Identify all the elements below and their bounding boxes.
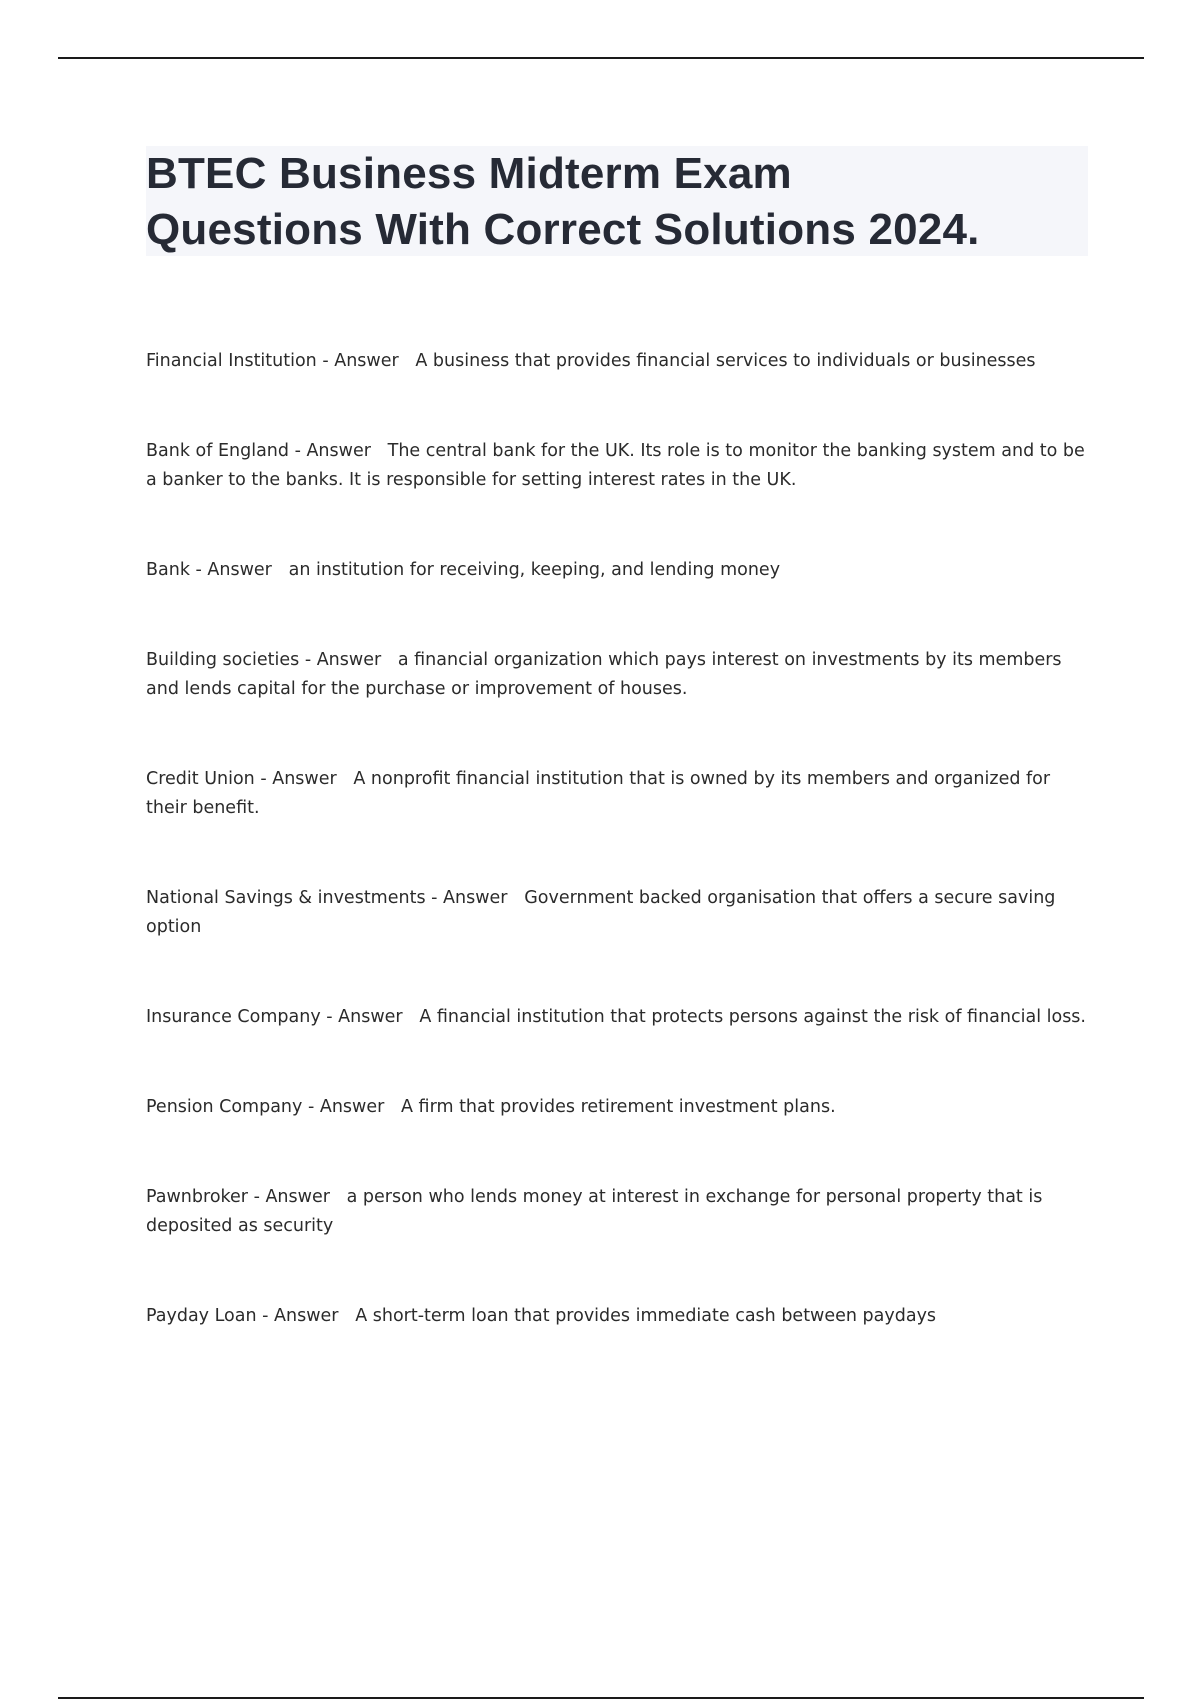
- qa-term: Bank: [146, 560, 190, 580]
- answer-label: Answer: [334, 351, 399, 371]
- qa-definition: a person who lends money at interest in exchange for personal property that is deposited as security: [146, 1187, 1043, 1236]
- answer-label: Answer: [316, 650, 382, 670]
- qa-item-building-societies: [146, 646, 1086, 704]
- qa-separator: -: [254, 769, 273, 789]
- qa-term: Credit Union: [146, 769, 255, 789]
- qa-definition: A short-term loan that provides immediate cash between paydays: [355, 1306, 937, 1326]
- qa-item-insurance-company: [146, 1003, 1086, 1032]
- answer-label: Answer: [338, 1007, 403, 1027]
- qa-term: Insurance Company: [146, 1007, 321, 1027]
- qa-list: [146, 347, 1086, 1331]
- qa-separator: -: [189, 560, 208, 580]
- answer-label: Answer: [319, 1097, 385, 1117]
- qa-term: Pawnbroker: [146, 1187, 248, 1207]
- qa-item-pawnbroker: [146, 1183, 1086, 1241]
- document-title: BTEC Business Midterm Exam Questions With Correct Solutions 2024.: [146, 149, 980, 254]
- qa-separator: -: [302, 1097, 320, 1117]
- qa-separator: -: [425, 888, 444, 908]
- qa-definition: A financial institution that protects persons against the risk of financial loss.: [419, 1007, 1086, 1027]
- qa-definition: A firm that provides retirement investment plans.: [401, 1097, 836, 1117]
- qa-definition: A business that provides financial services to individuals or businesses: [415, 351, 1036, 371]
- bottom-rule: [58, 1697, 1144, 1699]
- qa-item-financial-institution: [146, 347, 1086, 376]
- qa-separator: -: [316, 351, 335, 371]
- qa-item-bank-of-england: [146, 437, 1086, 495]
- answer-label: Answer: [443, 888, 508, 908]
- qa-term: Pension Company: [146, 1097, 303, 1117]
- qa-item-payday-loan: [146, 1302, 1086, 1331]
- qa-definition: an institution for receiving, keeping, and lending money: [288, 560, 781, 580]
- answer-label: Answer: [306, 441, 371, 461]
- title-block: [146, 146, 1088, 256]
- answer-label: Answer: [207, 560, 272, 580]
- qa-term: Financial Institution: [146, 351, 317, 371]
- qa-item-national-savings: [146, 884, 1086, 942]
- qa-definition: Government backed organisation that offers a secure saving option: [146, 888, 1056, 937]
- qa-item-credit-union: [146, 765, 1086, 823]
- top-rule: [58, 57, 1144, 59]
- qa-definition: a financial organization which pays interest on investments by its members and lends capital for the purchase or improvement of houses.: [146, 650, 1062, 699]
- qa-separator: -: [320, 1007, 339, 1027]
- qa-separator: -: [248, 1187, 266, 1207]
- qa-separator: -: [256, 1306, 275, 1326]
- qa-definition: A nonprofit financial institution that is owned by its members and organized for their benefit.: [146, 769, 1051, 818]
- qa-item-pension-company: [146, 1093, 1086, 1122]
- answer-label: Answer: [274, 1306, 339, 1326]
- qa-definition: The central bank for the UK. Its role is to monitor the banking system and to be a banker to the banks. It is responsible for setting interest rates in the UK.: [146, 441, 1085, 490]
- qa-item-bank: [146, 556, 1086, 585]
- answer-label: Answer: [272, 769, 337, 789]
- qa-separator: -: [299, 650, 317, 670]
- qa-term: National Savings & investments: [146, 888, 426, 908]
- qa-term: Bank of England: [146, 441, 289, 461]
- qa-term: Payday Loan: [146, 1306, 257, 1326]
- answer-label: Answer: [265, 1187, 330, 1207]
- qa-term: Building societies: [146, 650, 300, 670]
- qa-separator: -: [289, 441, 307, 461]
